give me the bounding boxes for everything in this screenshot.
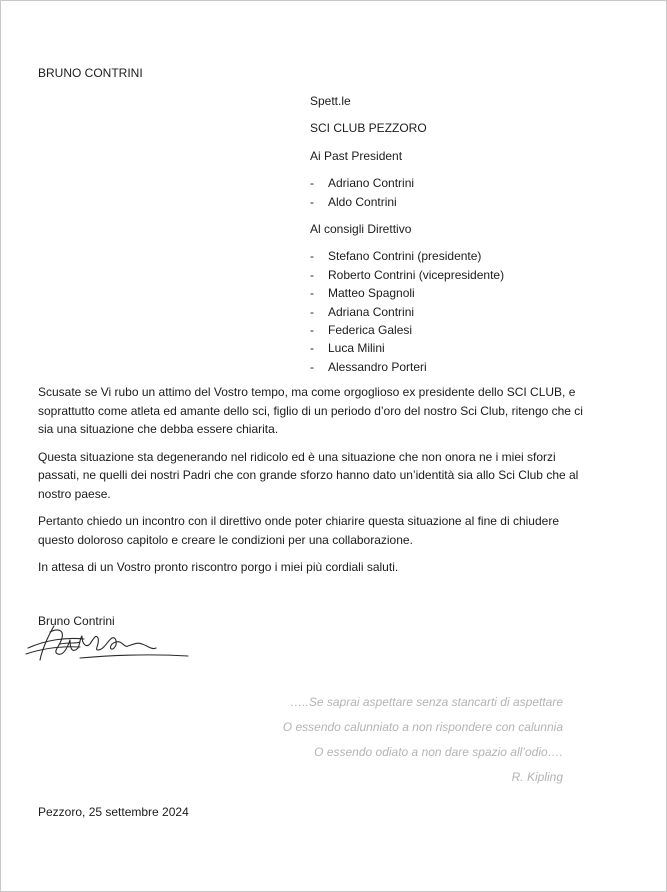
dash-bullet: -	[310, 341, 314, 356]
recipient-item	[310, 193, 504, 211]
quote-line: O essendo calunniato a non rispondere con calunnia	[282, 720, 563, 734]
recipient-name: Alessandro Porteri	[328, 359, 427, 374]
recipient-name: Matteo Spagnoli	[328, 286, 415, 301]
quote-line: …..Se saprai aspettare senza stancarti di aspettare	[290, 695, 563, 709]
recipient-name: Stefano Contrini (presidente)	[328, 249, 482, 264]
dash-bullet: -	[310, 304, 314, 319]
past-presidents-heading: Ai Past President	[310, 148, 403, 163]
quote-author: R. Kipling	[511, 770, 563, 784]
dash-bullet: -	[310, 322, 314, 337]
body-paragraph: In attesa di un Vostro pronto riscontro porgo i miei più cordiali saluti.	[38, 560, 399, 574]
recipient-item	[310, 247, 504, 265]
recipient-item	[310, 266, 504, 284]
dash-bullet: -	[310, 194, 314, 209]
recipient-name: Roberto Contrini (vicepresidente)	[328, 267, 505, 282]
board-heading: Al consigli Direttivo	[310, 221, 412, 236]
dash-bullet: -	[310, 286, 314, 301]
board-members-list	[310, 247, 504, 376]
recipient-name: Luca Milini	[328, 341, 385, 356]
place-date: Pezzoro, 25 settembre 2024	[38, 805, 189, 819]
body-paragraph: Scusate se Vi rubo un attimo del Vostro tempo, ma come orgoglioso ex presidente dello SCI CLUB, e soprattutto come atleta ed amante dello sci, figlio di un periodo d’oro del nostro Sci Club, ritengo che ci sia una situazione che debba essere chiarita.	[38, 385, 583, 436]
salutation: Spett.le	[310, 94, 351, 108]
letter-body	[38, 383, 598, 586]
recipient-name: Adriana Contrini	[328, 304, 415, 319]
recipient-item	[310, 339, 504, 357]
recipient-item	[310, 174, 504, 192]
sender-name: BRUNO CONTRINI	[38, 66, 143, 80]
dash-bullet: -	[310, 249, 314, 264]
recipient-name: Federica Galesi	[328, 322, 413, 337]
recipient-item	[310, 321, 504, 339]
dash-bullet: -	[310, 176, 314, 191]
signature-name: Bruno Contrini	[38, 614, 115, 628]
body-paragraph: Questa situazione sta degenerando nel ridicolo ed è una situazione che non onora ne i miei sforzi passati, ne quelli dei nostri Padri che con grande sforzo hanno dato un’identità sia allo Sci Club che al nostro paese.	[38, 449, 579, 501]
recipients-block	[310, 92, 504, 376]
dash-bullet: -	[310, 267, 314, 282]
past-presidents-list	[310, 174, 504, 211]
recipient-item	[310, 284, 504, 302]
recipient-name: Aldo Contrini	[328, 194, 397, 209]
recipient-name: Adriano Contrini	[328, 176, 415, 191]
quote-line: O essendo odiato a non dare spazio all’odio….	[314, 745, 563, 759]
dash-bullet: -	[310, 359, 314, 374]
club-name: SCI CLUB PEZZORO	[310, 121, 427, 136]
recipient-item	[310, 358, 504, 376]
kipling-quote	[283, 694, 563, 794]
handwritten-signature-icon	[24, 618, 194, 671]
body-paragraph: Pertanto chiedo un incontro con il direttivo onde poter chiarire questa situazione al fine di chiudere questo doloroso capitolo e creare le condizioni per una collaborazione.	[38, 514, 559, 547]
recipient-item	[310, 303, 504, 321]
